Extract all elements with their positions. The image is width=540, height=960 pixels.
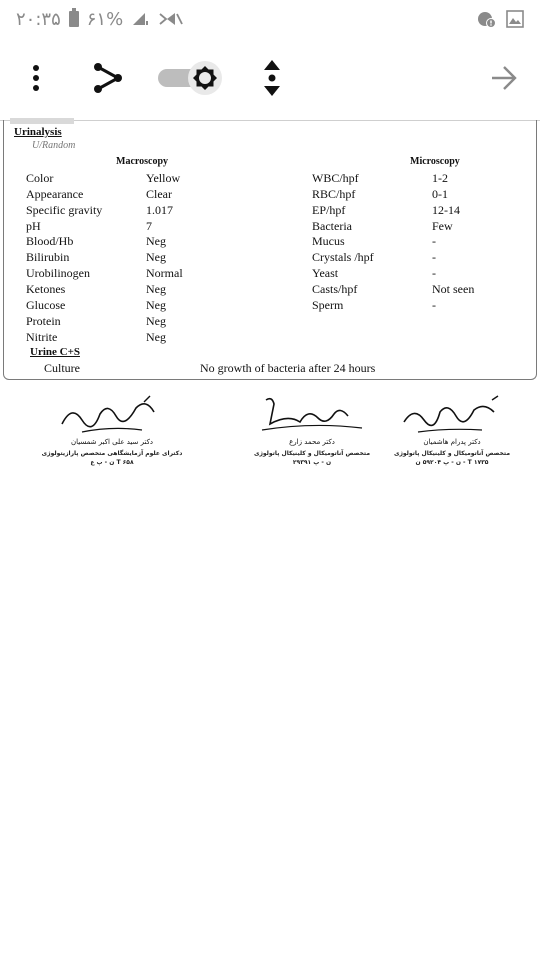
test-value: Yellow	[146, 171, 181, 185]
test-label: Appearance	[26, 187, 84, 201]
test-value: 1.017	[146, 203, 173, 217]
more-vert-icon	[31, 64, 41, 92]
signature-stroke-icon	[252, 394, 372, 438]
test-value: Few	[432, 219, 453, 233]
signature-stroke-icon	[392, 394, 512, 438]
battery-icon	[69, 11, 79, 27]
test-value: -	[432, 266, 436, 280]
test-label: Ketones	[26, 282, 66, 296]
forward-arrow-icon	[490, 65, 518, 91]
test-label: Sperm	[312, 298, 344, 312]
test-label: Color	[26, 171, 54, 185]
viewer-toolbar	[0, 40, 540, 116]
test-label: Nitrite	[26, 330, 58, 344]
microscopy-header: Microscopy	[410, 156, 460, 167]
signature-name: دکتر پدرام هاشمیان	[423, 438, 481, 446]
test-value: -	[432, 234, 436, 248]
document-page[interactable]	[0, 120, 540, 960]
brightness-icon	[192, 65, 218, 91]
status-bar	[0, 0, 540, 38]
macroscopy-header: Macroscopy	[116, 156, 169, 167]
test-label: Crystals /hpf	[312, 250, 374, 264]
test-value: 1-2	[432, 171, 448, 185]
test-value: Neg	[146, 250, 166, 264]
test-label: Yeast	[312, 266, 339, 280]
test-label: Protein	[26, 314, 61, 328]
signature-title: دکترای علوم آزمایشگاهی متخصص پارازیتولوژی	[41, 450, 183, 457]
test-value: Neg	[146, 298, 166, 312]
test-value: -	[432, 298, 436, 312]
section-title: Urinalysis	[14, 126, 62, 138]
test-label: Glucose	[26, 298, 66, 312]
test-label: Bilirubin	[26, 250, 70, 264]
status-right	[476, 9, 524, 29]
image-icon	[506, 10, 524, 28]
status-left	[16, 9, 183, 30]
test-value: Not seen	[432, 282, 475, 296]
signature-title: متخصص آناتومیکال و کلینیکال پاتولوژی	[253, 450, 371, 457]
test-label: Casts/hpf	[312, 282, 358, 296]
brightness-toggle[interactable]	[158, 63, 222, 93]
share-button[interactable]	[86, 56, 130, 100]
culture-label: Culture	[44, 361, 80, 375]
test-value: Clear	[146, 187, 172, 201]
signature-license: ن - پ ع T ۶۵۸	[90, 459, 134, 466]
forward-button[interactable]	[482, 56, 526, 100]
test-value: Neg	[146, 282, 166, 296]
test-value: Normal	[146, 266, 183, 280]
test-label: Urobilinogen	[26, 266, 90, 280]
signature-block	[372, 394, 532, 474]
test-label: Bacteria	[312, 219, 352, 233]
test-value: 7	[146, 219, 152, 233]
test-label: WBC/hpf	[312, 171, 359, 185]
signature-name: دکتر سید علی اکبر شمسیان	[70, 438, 154, 446]
more-options-button[interactable]	[14, 56, 58, 100]
test-value: Neg	[146, 330, 166, 344]
signature-block	[232, 394, 392, 474]
test-label: EP/hpf	[312, 203, 346, 217]
clock: ۲۰:۳۵	[16, 8, 61, 30]
share-icon	[92, 62, 124, 94]
scroll-button[interactable]	[250, 56, 294, 100]
toggle-knob	[188, 61, 222, 95]
scroll-icon	[263, 59, 281, 97]
battery-percent: ۶۱%	[86, 8, 124, 30]
test-value: Neg	[146, 234, 166, 248]
test-value: -	[432, 250, 436, 264]
signature-name: دکتر محمد زارع	[289, 438, 335, 446]
test-value: 0-1	[432, 187, 448, 201]
mute-icon	[157, 10, 183, 28]
test-label: pH	[26, 219, 41, 233]
sample-type: U/Random	[32, 140, 76, 151]
test-label: Mucus	[312, 234, 345, 248]
signature-title: متخصص آناتومیکال و کلینیکال پاتولوژی	[393, 450, 511, 457]
culture-section-title: Urine C+S	[30, 346, 80, 358]
signature-block	[32, 394, 192, 474]
test-label: Specific gravity	[26, 203, 103, 217]
report-section	[3, 120, 537, 380]
notification-alert-icon	[476, 9, 496, 29]
test-label: RBC/hpf	[312, 187, 356, 201]
signature-stroke-icon	[52, 394, 172, 438]
test-value: 12-14	[432, 203, 460, 217]
signature-license: ن - پ ۲۹۳۹۱	[292, 459, 332, 466]
cropped-heading	[10, 118, 74, 124]
signature-license: ن - پ ۵۹۲۰۴ ن - T ۱۷۳۵	[415, 459, 489, 466]
test-label: Blood/Hb	[26, 234, 74, 248]
test-value: Neg	[146, 314, 166, 328]
signal-icon	[131, 11, 149, 27]
culture-result: No growth of bacteria after 24 hours	[200, 361, 376, 375]
